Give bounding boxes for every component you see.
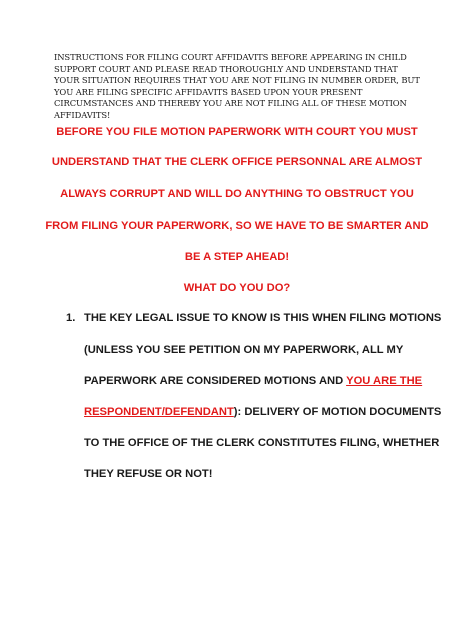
list-item-line [84,406,441,418]
warning-line: BEFORE YOU FILE MOTION PAPERWORK WITH COURT YOU MUST [56,126,418,138]
warning-line: FROM FILING YOUR PAPERWORK, SO WE HAVE TO BE SMARTER AND [45,220,429,232]
list-item-line [84,375,422,387]
intro-line: CIRCUMSTANCES AND THEREBY YOU ARE NOT FILING ALL OF THESE MOTION [54,98,407,108]
warning-line: BE A STEP AHEAD! [184,251,290,263]
intro-line: AFFIDAVITS! [54,109,111,120]
list-item-line: THEY REFUSE OR NOT! [84,468,213,480]
warning-line: UNDERSTAND THAT THE CLERK OFFICE PERSONNAL ARE ALMOST [51,156,423,168]
list-item-text: ): DELIVERY OF MOTION DOCUMENTS [233,406,442,418]
highlight-text: RESPONDENT/DEFENDANT [84,406,234,418]
intro-line: YOU ARE FILING SPECIFIC AFFIDAVITS BASED UPON YOUR PRESENT [54,86,363,97]
warning-line: ALWAYS CORRUPT AND WILL DO ANYTHING TO OBSTRUCT YOU [60,188,414,200]
intro-line: SUPPORT COURT AND PLEASE READ THOROUGHLY AND UNDERSTAND THAT [54,63,398,74]
intro-paragraph [54,52,426,121]
list-item-line: (UNLESS YOU SEE PETITION ON MY PAPERWORK, ALL MY [84,344,404,356]
list-item-text: PAPERWORK ARE CONSIDERED MOTIONS AND [84,375,347,387]
highlight-text: YOU ARE THE [346,375,423,387]
list-item-line: TO THE OFFICE OF THE CLERK CONSTITUTES FILING, WHETHER [84,437,440,449]
list-item-line: THE KEY LEGAL ISSUE TO KNOW IS THIS WHEN FILING MOTIONS [84,312,442,324]
intro-line: INSTRUCTIONS FOR FILING COURT AFFIDAVITS BEFORE APPEARING IN CHILD [54,52,407,62]
list-item-number: 1. [66,312,76,324]
warning-question: WHAT DO YOU DO? [183,282,291,294]
intro-line: YOUR SITUATION REQUIRES THAT YOU ARE NOT FILING IN NUMBER ORDER, BUT [54,75,420,85]
